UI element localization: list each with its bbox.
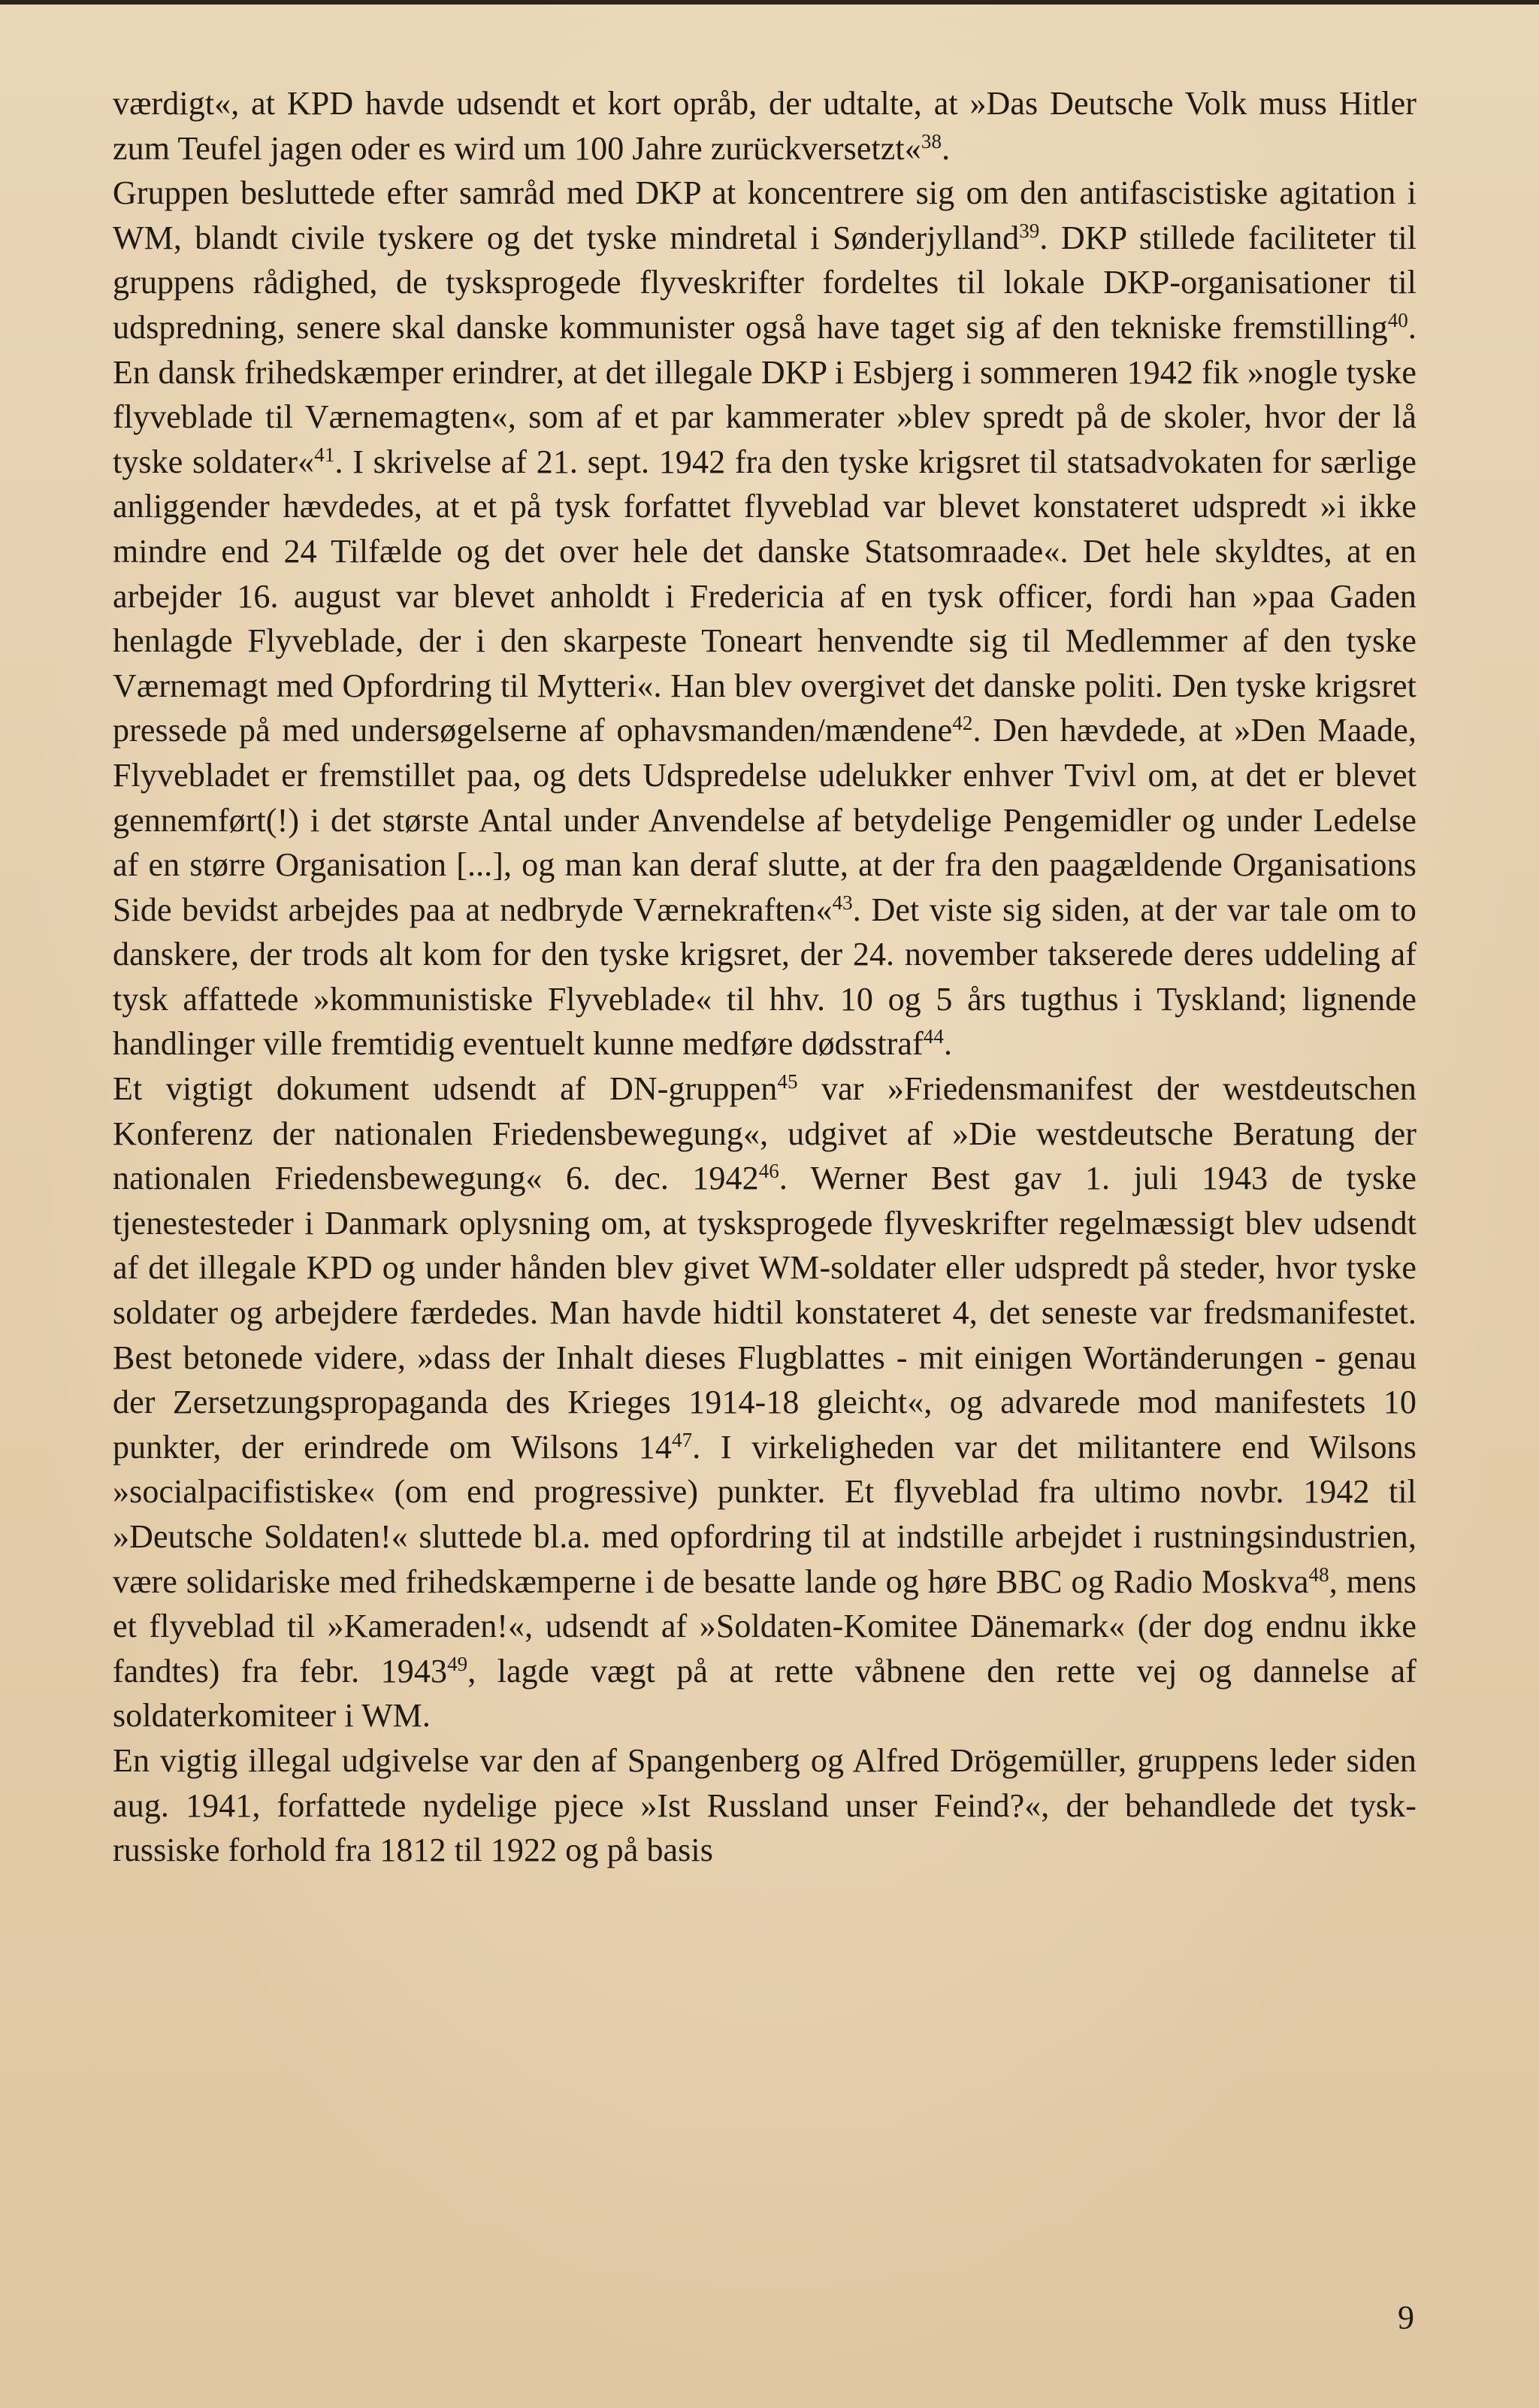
text-run: Gruppen besluttede efter samråd med DKP at koncentrere sig om den antifascistiske agitation i WM, blandt civile tyskere og det tyske mindretal i Sønderjylland [113,174,1417,256]
text-run: . Werner Best gav 1. juli 1943 de tyske tjenestesteder i Danmark oplysning om, at tysksprogede flyveskrifter regelmæssigt blev udsendt af det illegale KPD og under hånden blev givet WM-soldater eller udspredt på steder, hvor tyske soldater og arbejdere færdedes. Man havde hidtil konstateret 4, det seneste var fredsmanifestet. Best betonede videre, »dass der Inhalt dieses Flugblattes - mit einigen Wortänderungen - genau der Zersetzungspropaganda des Krieges 1914-18 gleicht«, og advarede mod manifestets 10 punkter, der erindrede om Wilsons 14 [113,1160,1417,1466]
text-run: . [942,129,951,167]
paragraph [113,1066,1417,1738]
text-run: . DKP stillede faciliteter til gruppens rådighed, de tysksprogede flyveskrifter fordeltes til lokale DKP-organisationer til udspredning, senere skal danske kommunister også have taget sig af den tekniske fremstilling [113,219,1417,346]
text-run: værdigt«, at KPD havde udsendt et kort opråb, der udtalte, at »Das Deutsche Volk muss Hitler zum Teufel jagen oder es wird um 100 Jahre zurückversetzt« [113,85,1417,167]
footnote-marker: 44 [923,1025,944,1048]
text-run: . Den hævdede, at »Den Maade, Flyvebladet er fremstillet paa, og dets Udspredelse udelukker enhver Tvivl om, at det er blevet gennemført(!) i det største Antal under Anvendelse af betydelige Pengemidler og under Ledelse af en større Organisation [...], og man kan deraf slutte, at der fra den paagældende Organisations Side bevidst arbejdes paa at nedbryde Værnekraften« [113,712,1417,928]
text-run: . [943,1025,953,1063]
footnote-marker: 42 [952,712,973,735]
text-run: , mens et flyveblad til »Kameraden!«, udsendt af »Soldaten-Komitee Dänemark« (der dog endnu ikke fandtes) fra febr. 1943 [113,1562,1417,1690]
page-top-edge [0,0,1539,5]
footnote-marker: 45 [777,1070,798,1094]
footnote-marker: 49 [447,1652,468,1675]
text-run: En vigtig illegal udgivelse var den af Spangenberg og Alfred Drögemüller, gruppens leder siden aug. 1941, forfattede nydelige pjece »Ist Russland unser Feind?«, der behandlede det tysk-russiske forhold fra 1812 til 1922 og på basis [113,1741,1417,1869]
footnote-marker: 41 [314,443,335,466]
footnote-marker: 43 [832,891,853,914]
footnote-marker: 40 [1387,309,1408,332]
footnote-marker: 47 [672,1428,693,1451]
text-run: Et vigtigt dokument udsendt af DN-gruppen [113,1070,778,1108]
footnote-marker: 39 [1019,219,1040,242]
text-run: . I virkeligheden var det militantere end Wilsons »socialpacifistiske« (om end progressive) punkter. Et flyveblad fra ultimo novbr. 1942 til »Deutsche Soldaten!« sluttede bl.a. med opfordring til at indstille arbejdet i rustningsindustrien, være solidariske med frihedskæmperne i de besatte lande og høre BBC og Radio Moskva [113,1428,1417,1600]
paragraph [113,171,1417,1066]
page-number: 9 [1398,2299,1414,2336]
text-run: . Det viste sig siden, at der var tale om to danskere, der trods alt kom for den tyske krigsret, der 24. november takserede deres uddeling af tysk affattede »kommunistiske Flyveblade« til hhv. 10 og 5 års tugthus i Tyskland; lignende handlinger ville fremtidig eventuelt kunne medføre dødsstraf [113,891,1417,1063]
text-run: var »Friedensmanifest der westdeutschen Konferenz der nationalen Friedensbewegung«, udgivet af »Die westdeutsche Beratung der nationalen Friedensbewegung« 6. dec. 1942 [113,1070,1417,1197]
footnote-marker: 38 [921,129,942,153]
footnote-marker: 48 [1308,1562,1329,1586]
text-run: . I skrivelse af 21. sept. 1942 fra den tyske krigsret til statsadvokaten for særlige anliggender hævdedes, at et på tysk forfattet flyveblad var blevet konstateret udspredt »i ikke mindre end 24 Tilfælde og det over hele det danske Statsomraade«. Det hele skyldtes, at en arbejder 16. august var blevet anholdt i Fredericia af en tysk officer, fordi han »paa Gaden henlagde Flyveblade, der i den skarpeste Toneart henvendte sig til Medlemmer af den tyske Værnemagt med Opfordring til Mytteri«. Han blev overgivet det danske politi. Den tyske krigsret pressede på med undersøgelserne af ophavsmanden/mændene [113,443,1417,749]
text-run: , lagde vægt på at rette våbnene den rette vej og dannelse af soldaterkomiteer i WM. [113,1652,1417,1735]
body-text [113,81,1417,1873]
footnote-marker: 46 [758,1160,779,1183]
paragraph [113,1738,1417,1873]
paragraph [113,81,1417,171]
text-run: . En dansk frihedskæmper erindrer, at det illegale DKP i Esbjerg i sommeren 1942 fik »nogle tyske flyveblade til Værnemagten«, som af et par kammerater »blev spredt på de skoler, hvor der lå tyske soldater« [113,308,1417,480]
